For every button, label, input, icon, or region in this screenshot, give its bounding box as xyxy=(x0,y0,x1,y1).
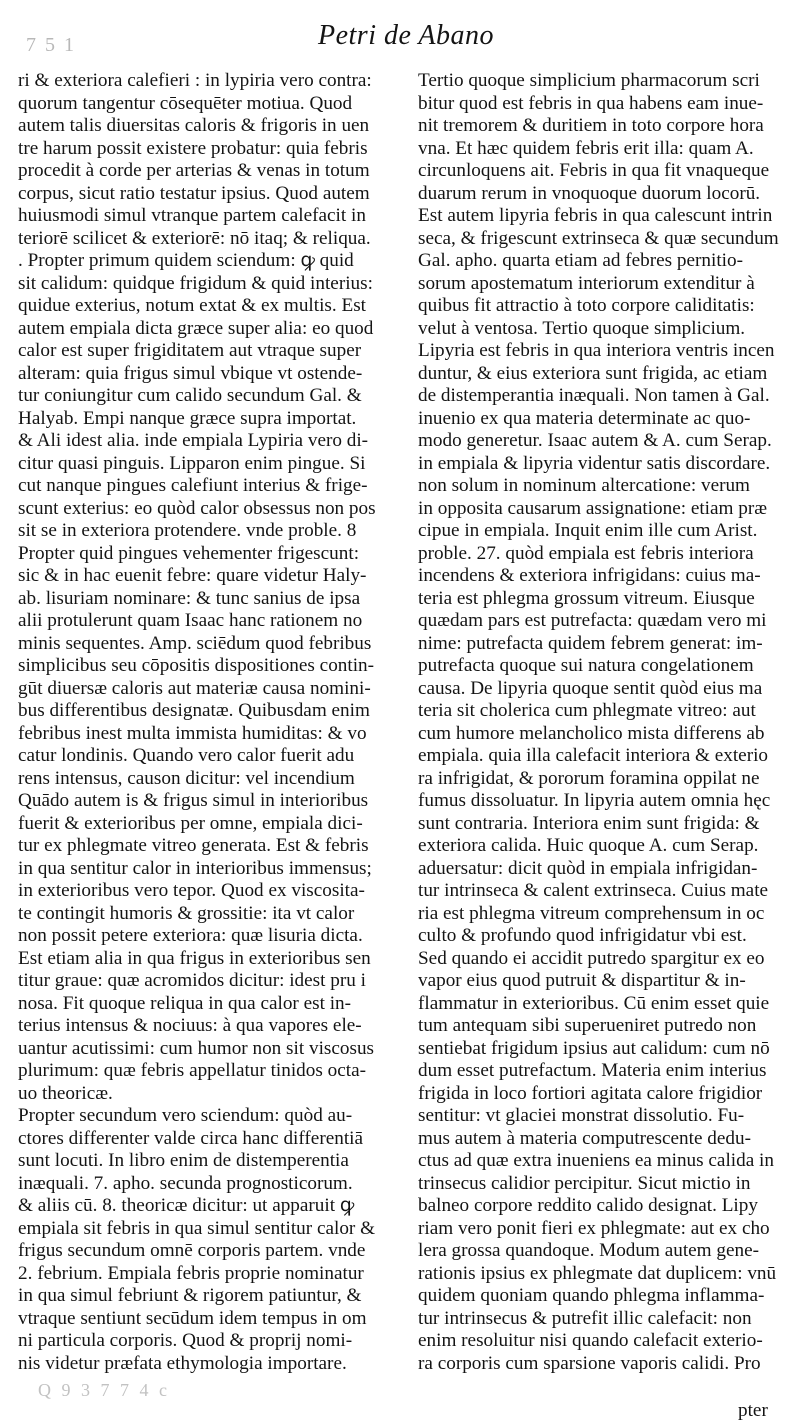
text-line: in opposita causarum assignatione: etiam præ xyxy=(418,497,768,519)
text-line: rens intensus, causon dicitur: vel incendium xyxy=(18,767,355,789)
text-line: inæquali. 7. apho. secunda prognosticorum. xyxy=(18,1172,353,1194)
text-line: nime: putrefacta quidem febrem generat: im- xyxy=(418,632,763,654)
text-line: cut nanque pingues calefiunt interius & frige- xyxy=(18,475,368,496)
text-line: in empiala & lipyria videntur satis discordare. xyxy=(418,452,771,474)
text-line: inuenio ex qua materia determinate ac quo- xyxy=(418,407,751,429)
text-line: sorum apostematum interiorum extenditur à xyxy=(418,272,755,294)
text-line: ra corporis cum sparsione vaporis calidi. Pro xyxy=(418,1352,761,1374)
text-line: fuerit & exterioribus per omne, empiala dici- xyxy=(18,812,363,834)
text-line: sentiebat frigidum ipsius aut calidum: cum nō xyxy=(418,1037,770,1059)
text-line: autem empiala dicta græce super alia: eo quod xyxy=(18,317,374,339)
text-line: proble. 27. quòd empiala est febris interiora xyxy=(418,542,754,564)
text-line: simplicibus seu cōpositis dispositiones contin- xyxy=(18,655,375,676)
text-line: frigida in loco fortiori agitata calore frigidior xyxy=(418,1082,763,1104)
text-line: tur intrinsecus & putrefit illic calefacit: non xyxy=(418,1307,752,1329)
text-line: mus autem à materia computrescente dedu- xyxy=(418,1127,751,1149)
text-line: tum antequam sibi superueniret putredo non xyxy=(418,1015,757,1036)
text-line: febribus inest multa immista humiditas: & vo xyxy=(18,722,367,744)
text-line: teria est phlegma grossum vitreum. Eiusque xyxy=(418,587,755,609)
text-line: uo theoricæ. xyxy=(18,1082,113,1104)
text-line: dum esset putrefactum. Materia enim interius xyxy=(418,1060,767,1081)
text-line: minis sequentes. Amp. sciēdum quod febribus xyxy=(18,632,372,654)
text-line: in qua simul febriunt & rigorem patiuntur, & xyxy=(18,1285,362,1306)
text-line: procedit à corde per arterias & venas in totum xyxy=(18,160,370,181)
text-line: enim resoluitur nisi quando calefacit exterio- xyxy=(418,1330,763,1351)
text-line: terius intensus & nociuus: à qua vapores ele- xyxy=(18,1015,362,1036)
text-line: autem talis diuersitas caloris & frigoris in uen xyxy=(18,115,370,136)
text-line: plurimum: quæ febris appellatur tinidos octa- xyxy=(18,1060,366,1081)
text-line: gūt diuersæ caloris aut materiæ causa nomini- xyxy=(18,677,371,699)
text-line: ri & exteriora calefieri : in lypiria vero contra: xyxy=(18,70,372,91)
text-line: non possit petere exteriora: quæ lisuria dicta. xyxy=(18,925,363,946)
text-line: nis videtur præfata ethymologia importare. xyxy=(18,1352,347,1374)
text-line: cum humore melancholico mista differens ab xyxy=(418,722,765,744)
text-line: nit tremorem & duritiem in toto corpore hora xyxy=(418,115,764,136)
text-line: causa. De lipyria quoque sentit quòd eius ma xyxy=(418,677,763,699)
text-line: Quādo autem is & frigus simul in interioribus xyxy=(18,790,369,811)
text-line: riam vero ponit fieri ex phlegmate: aut ex cho xyxy=(418,1217,770,1239)
text-line: Propter quid pingues vehementer frigescunt: xyxy=(18,542,360,564)
text-line: aduersatur: dicit quòd in empiala infrigidan- xyxy=(418,857,758,879)
text-line: 2. febrium. Empiala febris proprie nominatur xyxy=(18,1262,364,1284)
text-line: empiala. quia illa calefacit interiora & exterio xyxy=(418,745,769,766)
text-line: citur quasi pinguis. Lipparon enim pingue. Si xyxy=(18,452,366,474)
text-line: quorum tangentur cōsequēter motiua. Quod xyxy=(18,92,353,114)
left-text-column xyxy=(18,70,406,1375)
text-line: in exterioribus vero tepor. Quod ex viscosita- xyxy=(18,880,365,901)
text-line: scunt exterius: eo quòd calor obsessus non pos xyxy=(18,497,376,519)
text-line: . Propter primum quidem sciendum: ꝙ quid xyxy=(18,250,354,271)
text-line: calor est super frigiditatem aut vtraque super xyxy=(18,340,362,361)
text-line: duntur, & eius exteriora sunt frigida, ac etiam xyxy=(418,362,768,384)
text-line: & aliis cū. 8. theoricæ dicitur: ut apparuit ꝙ xyxy=(18,1195,355,1216)
text-line: ctores differenter valde circa hanc differentiā xyxy=(18,1127,363,1149)
text-line: titur graue: quæ acromidos dicitur: idest pru i xyxy=(18,970,366,991)
running-head: Petri de Abano xyxy=(318,20,495,51)
text-line: Est etiam alia in qua frigus in exterioribus sen xyxy=(18,947,371,969)
text-line: catur londinis. Quando vero calor fuerit adu xyxy=(18,745,355,766)
text-line: sentitur: vt glaciei monstrat dissolutio. Fu- xyxy=(418,1105,745,1126)
text-line: frigus secundum omnē corporis partem. vnde xyxy=(18,1240,366,1261)
text-line: Halyab. Empi nanque græce supra importat. xyxy=(18,407,357,429)
text-line: corpus, sicut ratio testatur ipsius. Quod autem xyxy=(18,182,370,204)
marginal-note: Q 9 3 7 7 4 c xyxy=(38,1380,170,1400)
text-line: Lipyria est febris in qua interiora ventris incen xyxy=(418,340,775,361)
text-line: ab. lisuriam nominare: & tunc sanius de ipsa xyxy=(18,587,361,609)
text-line: quædam pars est putrefacta: quædam vero mi xyxy=(418,610,767,631)
text-line: putrefacta quoque sui natura congelationem xyxy=(418,655,754,676)
text-line: quibus fit attractio à toto corpore caliditatis: xyxy=(418,295,755,316)
text-line: vapor eius quod putruit & dispartitur & in- xyxy=(418,970,746,991)
text-line: exteriora calida. Huic quoque A. cum Serap. xyxy=(418,835,759,856)
text-line: bus differentibus designatæ. Quibusdam enim xyxy=(18,700,370,721)
text-line: flammatur in exterioribus. Cū enim esset quie xyxy=(418,992,770,1014)
text-line: vtraque sentiunt secūdum idem tempus in om xyxy=(18,1307,367,1329)
text-line: quidue exterius, notum extat & ex multis. Est xyxy=(18,295,366,316)
text-line: huiusmodi simul vtranque partem calefacit in xyxy=(18,205,366,226)
text-line: balneo corpore reddito calido designat. Lipy xyxy=(418,1195,758,1216)
text-line: tur ex phlegmate vitreo generata. Est & febris xyxy=(18,835,369,856)
text-line: Est autem lipyria febris in qua calescunt intrin xyxy=(418,205,773,226)
text-line: te contingit humoris & grossitie: ita vt calor xyxy=(18,902,355,924)
text-line: ctus ad quæ extra inueniens ea minus calida in xyxy=(418,1150,774,1171)
text-line: in qua sentitur calor in interioribus immensus; xyxy=(18,857,372,879)
text-line: bitur quod est febris in qua habens eam inue- xyxy=(418,92,764,114)
text-line: Tertio quoque simplicium pharmacorum scri xyxy=(418,70,760,91)
text-line: velut à ventosa. Tertio quoque simplicium. xyxy=(418,317,746,339)
text-line: seca, & frigescunt extrinseca & quæ secundum xyxy=(418,227,779,249)
text-line: duarum rerum in vnoquoque duorum locorū. xyxy=(418,182,761,204)
right-text-column xyxy=(418,70,798,1375)
text-line: ria est phlegma vitreum comprehensum in oc xyxy=(418,902,765,924)
text-line: incendens & exteriora infrigidans: cuius ma- xyxy=(418,565,761,586)
text-line: nosa. Fit quoque reliqua in qua calor est in- xyxy=(18,992,352,1014)
text-line: & Ali idest alia. inde empiala Lypiria vero di- xyxy=(18,430,369,451)
text-line: rationis ipsius ex phlegmate dat duplicem: vnū xyxy=(418,1262,777,1284)
text-line: uantur acutissimi: cum humor non sit viscosus xyxy=(18,1037,375,1059)
text-line: culto & profundo quod infrigidatur vbi est. xyxy=(418,925,747,946)
text-line: Propter secundum vero sciendum: quòd au- xyxy=(18,1105,353,1126)
text-line: fumus dissoluatur. In lipyria autem omnia hęc xyxy=(418,790,771,811)
text-line: non solum in nominum altercatione: verum xyxy=(418,475,750,496)
text-line: empiala sit febris in qua simul sentitur calor & xyxy=(18,1217,376,1239)
text-line: sunt contraria. Interiora enim sunt frigida: & xyxy=(418,812,760,834)
text-line: tre harum possit existere probatur: quia febris xyxy=(18,137,368,159)
text-line: cipue in empiala. Inquit enim ille cum Arist. xyxy=(418,520,758,541)
text-line: alteram: quia frigus simul vbique vt ostende- xyxy=(18,362,363,384)
text-line: circunloquens ait. Febris in qua fit vnaqueque xyxy=(418,160,770,181)
text-line: Gal. apho. quarta etiam ad febres pernitio- xyxy=(418,250,743,271)
text-line: de distemperantia inæquali. Non tamen à Gal. xyxy=(418,385,770,406)
text-line: sic & in hac euenit febre: quare videtur Haly- xyxy=(18,565,367,586)
text-line: sunt locuti. In libro enim de distemperentia xyxy=(18,1150,349,1171)
text-line: tur intrinseca & calent extrinseca. Cuius mate xyxy=(418,880,769,901)
text-line: ra infrigidat, & pororum foramina oppilat ne xyxy=(418,767,760,789)
text-line: sit se in exteriora protendere. vnde proble. 8 xyxy=(18,520,357,541)
text-line: teria sit cholerica cum phlegmate vitreo: aut xyxy=(418,700,756,721)
text-line: ni particula corporis. Quod & proprij nomi- xyxy=(18,1330,353,1351)
text-line: trinsecus calidior percipitur. Sicut mictio in xyxy=(418,1172,751,1194)
text-line: alii protulerunt quam Isaac hanc rationem no xyxy=(18,610,363,631)
text-line: vna. Et hæc quidem febris erit illa: quam A. xyxy=(418,137,754,159)
text-line: sit calidum: quidque frigidum & quid interius: xyxy=(18,272,373,294)
text-line: Sed quando ei accidit putredo spargitur ex eo xyxy=(418,947,765,969)
text-line: modo generetur. Isaac autem & A. cum Serap. xyxy=(418,430,772,451)
text-line: lera grossa quandoque. Modum autem gene- xyxy=(418,1240,760,1261)
folio-mark: 7 5 1 xyxy=(26,34,76,56)
catchword: pter xyxy=(738,1400,768,1421)
text-line: teriorē scilicet & exteriorē: nō itaq; & reliqua. xyxy=(18,227,371,249)
text-line: quidem quoniam quando phlegma inflamma- xyxy=(418,1285,765,1306)
text-line: tur coniungitur cum calido secundum Gal. & xyxy=(18,385,362,406)
